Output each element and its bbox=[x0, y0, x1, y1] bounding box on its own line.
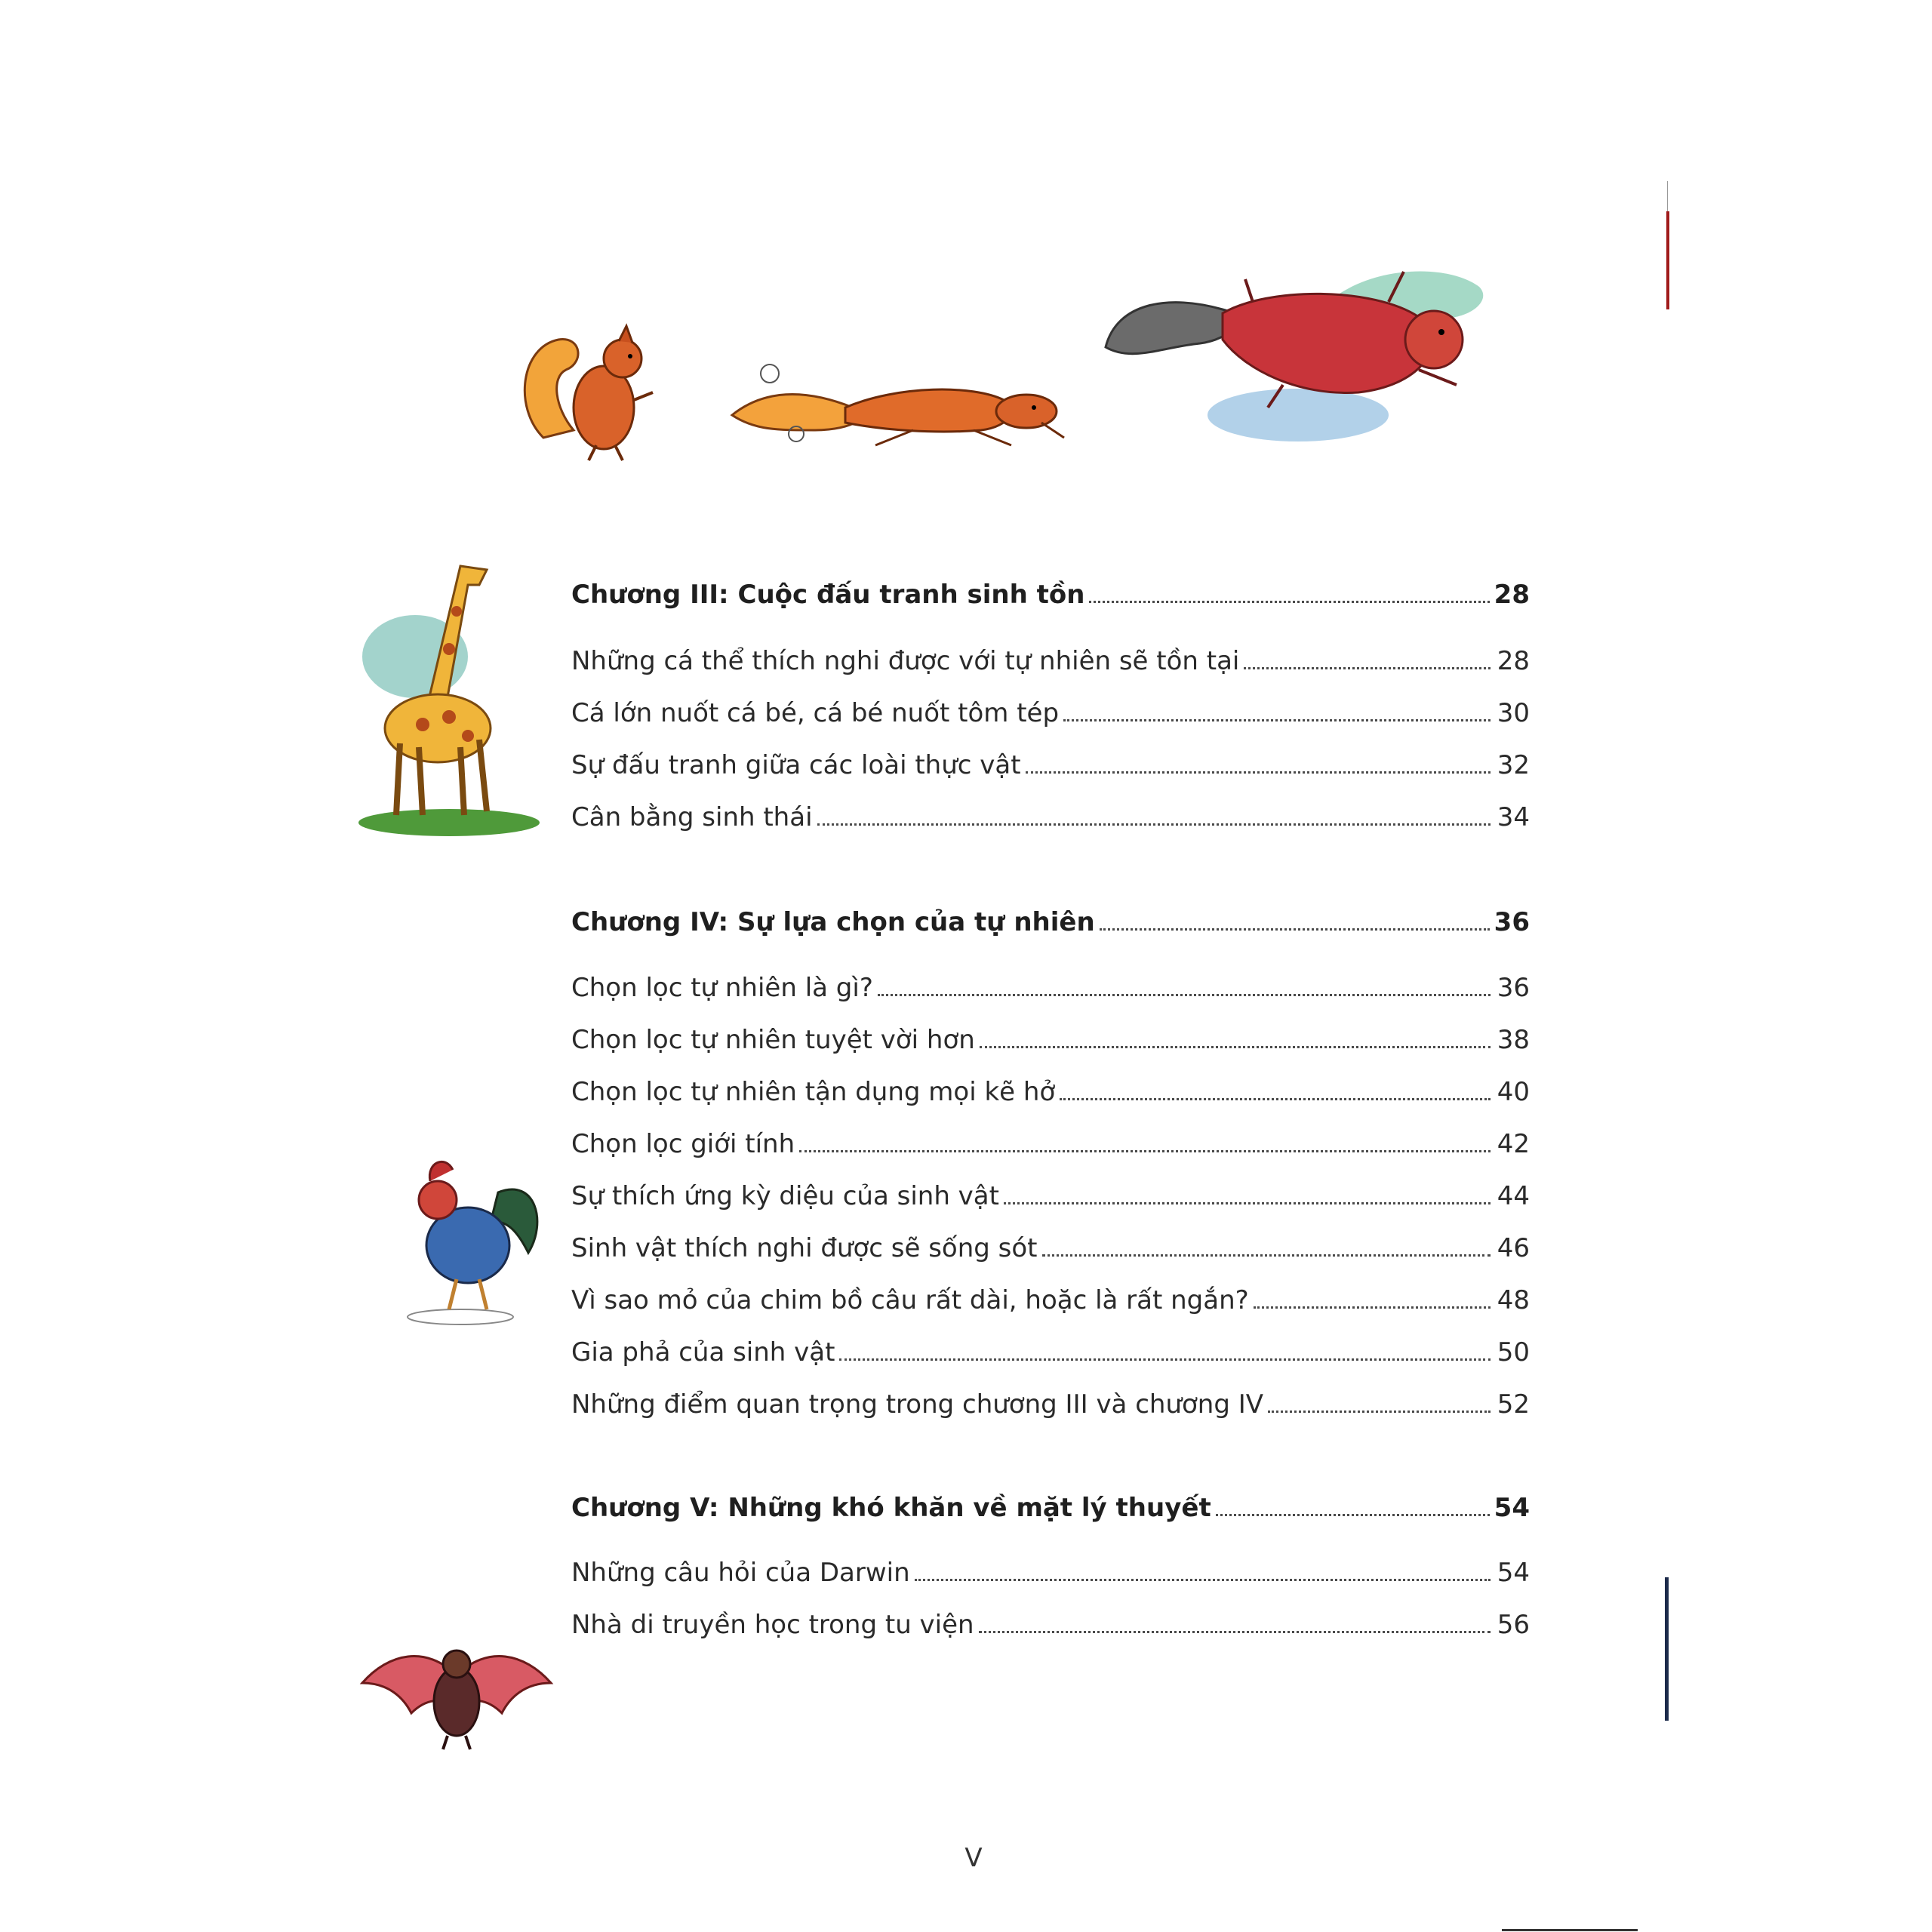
toc-entry-page: 40 bbox=[1497, 1077, 1530, 1107]
leader-dots bbox=[799, 1150, 1491, 1152]
toc-entry-title: Những điểm quan trọng trong chương III và chương IV bbox=[571, 1389, 1264, 1420]
toc-entry[interactable] bbox=[571, 686, 1530, 728]
giraffe-illustration bbox=[355, 551, 543, 838]
toc-chapter-3[interactable] bbox=[571, 568, 1530, 610]
page-edge-mark-red bbox=[1666, 211, 1669, 309]
rooster-illustration bbox=[385, 1147, 551, 1328]
toc-entry-title: Chương IV: Sự lựa chọn của tự nhiên bbox=[571, 907, 1095, 937]
toc-entry-page: 36 bbox=[1497, 973, 1530, 1003]
toc-entry-title: Chọn lọc tự nhiên là gì? bbox=[571, 973, 873, 1003]
toc-entry-page: 54 bbox=[1497, 1558, 1530, 1588]
toc-entry-title: Sinh vật thích nghi được sẽ sống sót bbox=[571, 1233, 1038, 1263]
leader-dots bbox=[1089, 601, 1489, 603]
toc-entry-page: 54 bbox=[1494, 1493, 1530, 1523]
toc-entry[interactable] bbox=[571, 1013, 1530, 1055]
leader-dots bbox=[1216, 1514, 1490, 1516]
toc-entry-page: 46 bbox=[1497, 1233, 1530, 1263]
toc-entry-title: Sự đấu tranh giữa các loài thực vật bbox=[571, 750, 1021, 780]
page-number: V bbox=[964, 1843, 983, 1873]
toc-entry-page: 52 bbox=[1497, 1389, 1530, 1420]
toc-entry-page: 32 bbox=[1497, 750, 1530, 780]
squirrel-running-illustration bbox=[724, 355, 1072, 460]
leader-dots bbox=[979, 1631, 1491, 1633]
toc-entry[interactable] bbox=[571, 1325, 1530, 1367]
toc-entry-title: Chọn lọc giới tính bbox=[571, 1129, 795, 1159]
bat-illustration bbox=[358, 1630, 555, 1751]
leader-dots bbox=[1100, 928, 1490, 931]
toc-entry[interactable] bbox=[571, 961, 1530, 1003]
squirrel-sitting-illustration bbox=[513, 317, 679, 468]
toc-entry[interactable] bbox=[571, 1273, 1530, 1315]
toc-entry-page: 38 bbox=[1497, 1025, 1530, 1055]
toc-entry[interactable] bbox=[571, 1169, 1530, 1211]
leader-dots bbox=[839, 1358, 1491, 1361]
page-edge-mark-navy bbox=[1665, 1577, 1669, 1721]
leader-dots bbox=[1042, 1254, 1491, 1257]
leader-dots bbox=[980, 1046, 1491, 1048]
toc-entry-page: 50 bbox=[1497, 1337, 1530, 1367]
toc-entry-title: Cá lớn nuốt cá bé, cá bé nuốt tôm tép bbox=[571, 698, 1060, 728]
leader-dots bbox=[1268, 1411, 1491, 1413]
toc-entry-title: Chọn lọc tự nhiên tuyệt vời hơn bbox=[571, 1025, 975, 1055]
toc-entry-page: 44 bbox=[1497, 1181, 1530, 1211]
leader-dots bbox=[1026, 771, 1491, 774]
toc-entry-title: Vì sao mỏ của chim bồ câu rất dài, hoặc là rất ngắn? bbox=[571, 1285, 1249, 1315]
toc-chapter-5[interactable] bbox=[571, 1481, 1530, 1523]
toc-entry-title: Sự thích ứng kỳ diệu của sinh vật bbox=[571, 1181, 999, 1211]
bottom-edge-line bbox=[1502, 1929, 1638, 1931]
toc-chapter-4[interactable] bbox=[571, 895, 1530, 937]
page-edge-line bbox=[1667, 181, 1668, 211]
toc-entry-page: 56 bbox=[1497, 1610, 1530, 1640]
toc-entry-title: Những câu hỏi của Darwin bbox=[571, 1558, 910, 1588]
toc-entry[interactable] bbox=[571, 1065, 1530, 1107]
leader-dots bbox=[1244, 667, 1491, 669]
leader-dots bbox=[817, 823, 1491, 826]
toc-entry-title: Nhà di truyền học trong tu viện bbox=[571, 1610, 974, 1640]
toc-entry-page: 36 bbox=[1494, 907, 1530, 937]
leader-dots bbox=[1004, 1202, 1491, 1204]
leader-dots bbox=[1063, 719, 1491, 721]
toc-entry-page: 30 bbox=[1497, 698, 1530, 728]
leader-dots bbox=[915, 1579, 1491, 1581]
leader-dots bbox=[878, 994, 1491, 996]
toc-entry-page: 28 bbox=[1497, 646, 1530, 676]
toc-entry-title: Những cá thể thích nghi được với tự nhiên sẽ tồn tại bbox=[571, 646, 1240, 676]
toc-entry[interactable] bbox=[571, 738, 1530, 780]
leader-dots bbox=[1060, 1098, 1491, 1100]
toc-entry[interactable] bbox=[571, 1221, 1530, 1263]
toc-entry[interactable] bbox=[571, 1117, 1530, 1159]
toc-entry[interactable] bbox=[571, 634, 1530, 676]
toc-entry[interactable] bbox=[571, 790, 1530, 832]
toc-entry-page: 28 bbox=[1494, 580, 1530, 610]
toc-entry[interactable] bbox=[571, 1598, 1530, 1640]
toc-entry[interactable] bbox=[571, 1377, 1530, 1420]
toc-entry-title: Chương III: Cuộc đấu tranh sinh tồn bbox=[571, 580, 1085, 610]
toc-entry-page: 42 bbox=[1497, 1129, 1530, 1159]
squirrel-flying-illustration bbox=[1102, 257, 1494, 445]
toc-entry-page: 34 bbox=[1497, 802, 1530, 832]
toc-entry-title: Cân bằng sinh thái bbox=[571, 802, 813, 832]
toc-entry-title: Gia phả của sinh vật bbox=[571, 1337, 835, 1367]
toc-entry-page: 48 bbox=[1497, 1285, 1530, 1315]
toc-entry-title: Chương V: Những khó khăn về mặt lý thuyết bbox=[571, 1493, 1211, 1523]
leader-dots bbox=[1254, 1306, 1491, 1309]
toc-entry-title: Chọn lọc tự nhiên tận dụng mọi kẽ hở bbox=[571, 1077, 1056, 1107]
toc-entry[interactable] bbox=[571, 1546, 1530, 1588]
